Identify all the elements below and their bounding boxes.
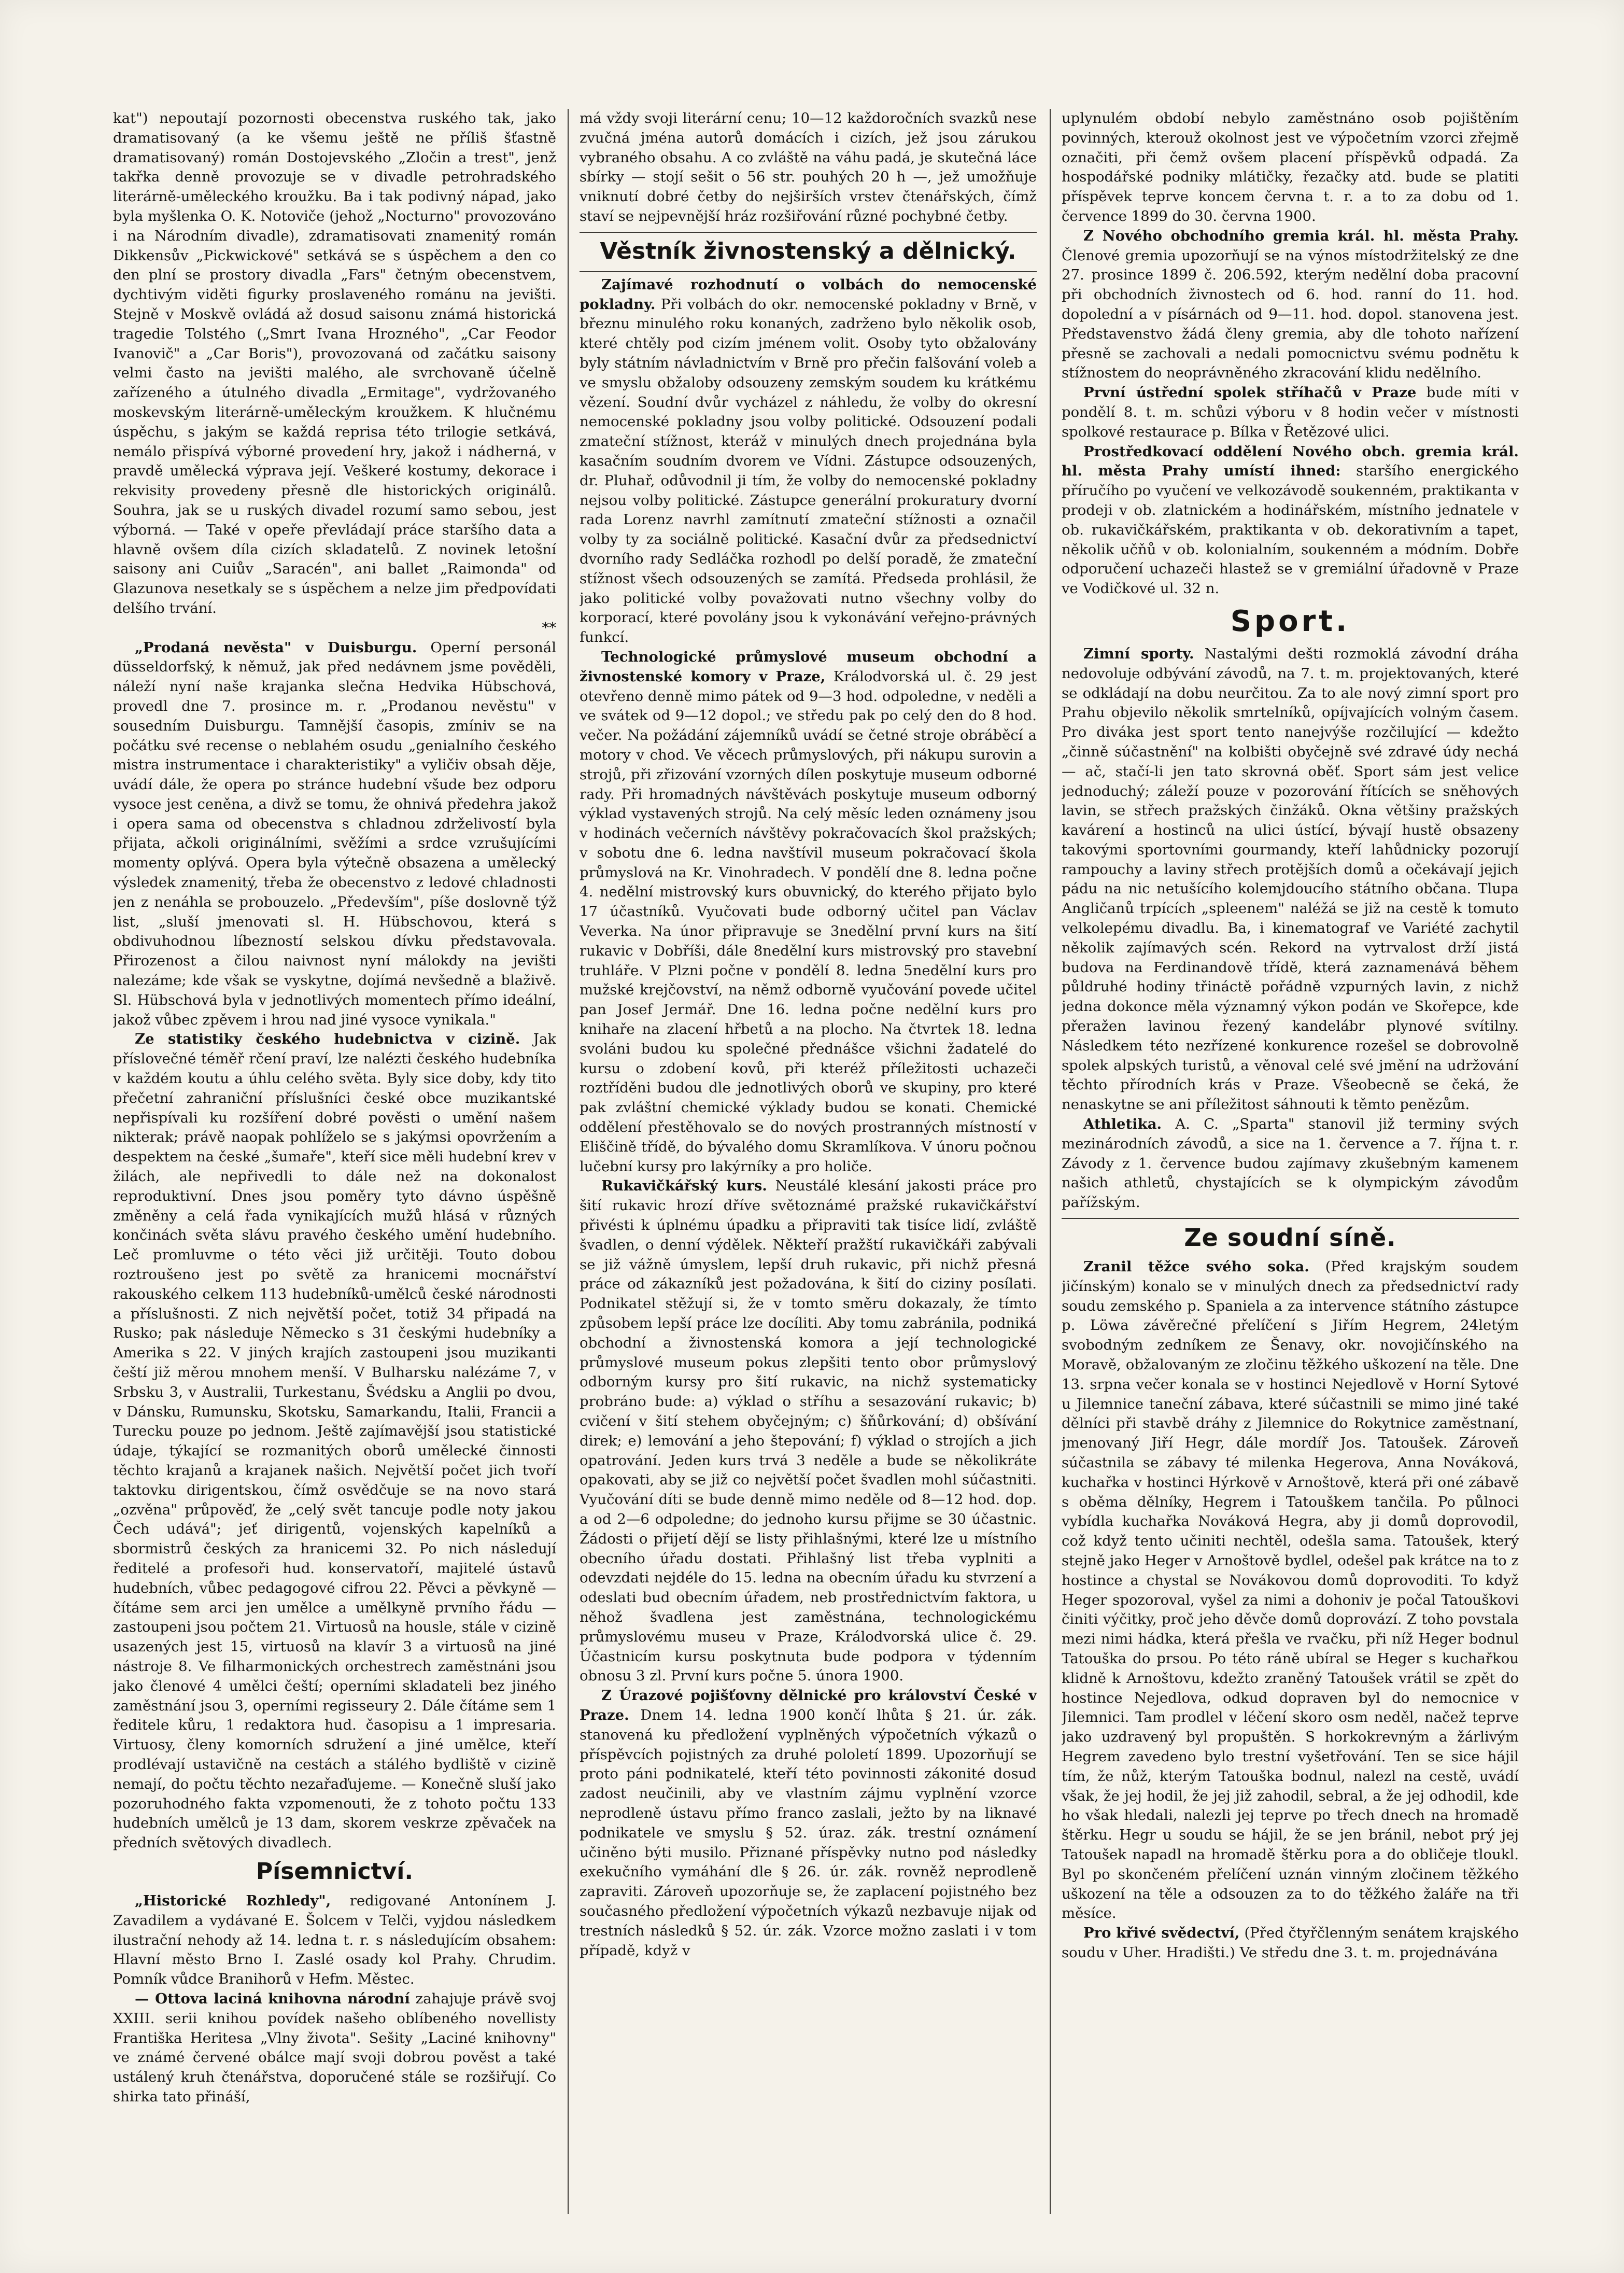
article-body: Králodvorská ul. č. 29 jest otevřeno denně mimo pátek od 9—3 hod. odpoledne, v neděli a ve svátek od 9—12 dopol.; ve středu pak po celý den do 8 hod. večer. Na požádání zájemníků uvádí se četné stroje obráběcí a motory v chod. Ve věcech průmyslových, při nákupu surovin a strojů, při zřizování vzorných dílen poskytuje museum odborné rady. Při hromadných návštěvách poskytuje museum odborný výklad vystavených strojů. Na celý měsíc leden oznámeny jsou v hodinách večerních návštěvy pokračovacích škol pražských; v sobotu dne 6. ledna navštívil museum pokračovací škola průmyslová na Kr. Vinohradech. V pondělí dne 8. ledna počne 4. nedělní mistrovský kurs obuvnický, do kterého přijato bylo 17 účastníků. Vyučovati bude odborný učitel pan Václav Veverka. Na únor připravuje se 3nedělní první kurs na šití rukavic v Dobříši, dále 8nedělní kurs mistrovský pro stavební truhláře. V Plzni počne v pondělí 8. ledna 5nedělní kurs pro mužské krejčovství, na němž odborně vyučování povede učitel pan Josef Jermář. Dne 16. ledna počne nedělní kurs pro knihaře na zlacení hřbetů a na plocho. Na čtvrtek 18. ledna svoláni budou ku společné přednášce všichni žadatelé do kursu o zdobení kovů, při kteréž příležitosti uchazeči roztříděni budou dle jednotlivých oborů ve skupiny, pro které pak zvláštní chemické výklady budou se konati. Chemické oddělení přestěhovalo se do nových prostranných místností v Eliščině třídě, do bývalého domu Skramlíkova. V únoru počnou lučební kursy pro lakýrníky a pro holiče. xyxy=(580,668,1037,1175)
section-divider xyxy=(1062,1218,1519,1219)
article-paragraph xyxy=(1062,1257,1519,1924)
article-lead: Zimní sporty. xyxy=(1083,645,1194,662)
article-paragraph xyxy=(113,1989,556,2107)
article-paragraph xyxy=(1062,227,1519,383)
article-lead: První ústřední spolek stříhačů v Praze xyxy=(1083,384,1417,401)
column-left xyxy=(113,109,556,2214)
article-paragraph: uplynulém období nebylo zaměstnáno osob pojištěním povinných, kterouž okolnost jest ve výpočetním vzorci zřejmě označiti, při čemž ovšem placení příspěvků odpadá. Za hospodářské podniky mlátičky, řezačky atd. bude se platiti příspěvek teprve koncem června t. r. a to za dobu od 1. července 1899 do 30. června 1900. xyxy=(1062,110,1519,225)
section-divider xyxy=(580,271,1037,272)
article-body: (Před krajským soudem jičínským) konalo se v minulých dnech za předsednictví rady soudu zemského p. Spaniela a za intervence státního zástupce p. Löwa závěrečné přelíčení s Jiřím Hegrem, 24letým svobodným zedníkem ze Šenavy, okr. novojičínského na Moravě, obžalovaným ze zločinu těžkého uškození na těle. Dne 13. srpna večer konala se v hostinci Nejedlově v Horní Sytové u Jilemnice taneční zábava, které súčastnili se mimo jiné také dělníci při stavbě dráhy z Jilemnice do Rokytnice zaměstnaní, jmenovaný Jiří Hegr, dále mordíř Jos. Tatoušek. Zároveň súčastnila se zábavy té milenka Hegerova, Anna Nováková, kuchařka v hostinci Hýrkově v Arnoštově, která při oné zábavě s oběma dělníky, Hegrem i Tatouškem tančila. Po půlnoci vybídla kuchařka Nováková Hegra, aby ji domů doprovodil, což když tento učiniti nechtěl, odešla sama. Tatoušek, který stejně jako Heger v Arnoštově bydlel, odešel pak krátce na to z hostince a chystal se Novákovou domů doprovoditi. To když Heger spozoroval, vyšel za nimi a dohoniv je počal Tatouškovi činiti výčitky, proč jeho děvče domů doprovází. Z toho povstala mezi nimi hádka, která přešla ve rvačku, při níž Heger bodnul Tatouška do prsou. Po této ráně ubíral se Heger s kuchařkou klidně k Arnoštovu, kdežto zraněný Tatoušek vrátil se zpět do hostince Nejedlova, odkud dopraven byl do nemocnice v Jilemnici. Tam prodlel v léčení skoro osm neděl, načež teprve jako uzdravený byl propuštěn. S horkokrevným a žárlivým Hegrem zavedeno bylo trestní vyšetřování. Ten se sice hájil tím, že nůž, kterým Tatouška bodnul, nalezl na cestě, uvádí však, že jej hodil, že jej již zahodil, sebral, a že jej odhodil, kde ho však hledali, nalezli jej teprve po třech dnech na hromadě štěrku. Hegr u soudu se hájil, že se jen bránil, nebot prý jej Tatoušek napadl na hromadě štěrku pora a do obličeje tloukl. Byl po skončeném přelíčení uznán vinným zločinem těžkého uškození na těle a odsouzen za to do těžkého žaláře na tři měsíce. xyxy=(1062,1258,1519,1922)
article-lead: Rukavičkářský kurs. xyxy=(601,1177,767,1195)
article-paragraph xyxy=(580,1686,1037,1960)
article-lead: Technologické průmyslové museum obchodní a živnostenské komory v Praze, xyxy=(580,648,1037,685)
article-paragraph xyxy=(1062,644,1519,1115)
article-lead: Zajímavé rozhodnutí o volbách do nemocenské pokladny. xyxy=(580,276,1037,313)
article-body: (Před čtyřčlenným senátem krajského soudu v Uher. Hradišti.) Ve středu dne 3. t. m. projednávána xyxy=(1062,1925,1519,1961)
article-paragraph xyxy=(580,1176,1037,1686)
article-lead: — Ottova laciná knihovna národní xyxy=(135,1990,410,2007)
article-lead: Athletika. xyxy=(1083,1116,1162,1133)
article-paragraph xyxy=(113,1891,556,1989)
article-paragraph xyxy=(113,638,556,1030)
article-lead: „Prodaná nevěsta" v Duisburgu. xyxy=(135,639,417,656)
newspaper-page xyxy=(113,109,1528,2214)
section-separator: ** xyxy=(542,619,556,636)
article-body: bude míti v pondělí 8. t. m. schůzi výboru v 8 hodin večer v místnosti spolkové restaurace p. Bílka v Řetězové ulici. xyxy=(1062,384,1519,440)
column-middle xyxy=(580,109,1037,2214)
article-body: Při volbách do okr. nemocenské pokladny v Brně, v březnu minulého roku konaných, zadrženo bylo několik osob, které chtěly pod cizím jménem volit. Osoby tyto obžalovány byly státním návladnictvím v Brně pro přečin falšování voleb a ve smyslu obžaloby odsouzeny zemským soudem ku krátkému vězení. Soudní dvůr vycházel z náhledu, že volby do okresní nemocenské pokladny jsou volby politické. Odsouzení podali zmateční stížnost, kteráž v minulých dnech projednána byla kasačním soudním dvorem ve Vídni. Zástupce odsouzených, dr. Pluhař, odůvodnil ji tím, že volby do nemocenské pokladny nejsou volby politické. Zástupce generální prokuratury dvorní rada Lorenz navrhl zamítnutí zmateční stížnosti a označil volby ty za sociálně politické. Kasační dvůr za předsednictví dvorního rady Sedláčka rozhodl po delší poradě, že zmateční stížnost všech odsouzených se zamítá. Předseda prohlásil, že jako politické volby považovati nutno všechny volby do korporací, které povolány jsou k vykonávání veřejno-právných funkcí. xyxy=(580,296,1037,646)
article-body: A. C. „Sparta" stanovil již terminy svých mezinárodních závodů, a sice na 1. července a 7. října t. r. Závody z 1. července budou zajímavy zkušebným kamenem našich athletů, chystajících se k olympickým závodům pařížským. xyxy=(1062,1116,1519,1211)
article-paragraph xyxy=(1062,1924,1519,1963)
article-paragraph: má vždy svoji literární cenu; 10—12 každoročních svazků nese zvučná jména autorů domácích i cizích, jež jsou zárukou vybraného obsahu. A co zvláště na váhu padá, je skutečná láce sbírky — stojí sešit o 56 str. pouhých 20 h —, jež umožňuje vniknutí dobré četby do nejširších vrstev čtenářských, čímž staví se nejpevnější hráz rozšiřování různé pochybné četby. xyxy=(580,110,1037,225)
section-heading-literature: Písemnictví. xyxy=(256,1858,414,1885)
article-paragraph xyxy=(113,1030,556,1853)
article-body: Operní personál düsseldorfský, k němuž, jak před nedávnem jsme pověděli, náleží nyní naše krajanka slečna Hedvika Hübschová, provedl dne 7. prosince m. r. „Prodanou nevěstu" v sousedním Duisburgu. Tamnější časopis, zmíniv se na počátku své recense o neblahém osudu „genialního českého mistra instrumentace i charakteristiky" a vyličiv obsah děje, uvádí dále, že opera po stránce hudební všude bez odporu vysoce jest ceněna, a divž se tomu, že ohnivá předehra jakož i opera sama od obecenstva s chladnou zdrželivostí byla přijata, ačkoli originálními, svěžími a srdce vzrušujícími momenty oplývá. Opera byla výtečně obsazena a umělecký výsledek znamenitý, třeba že obecenstvo z ledové chladnosti jen z nenáhla se probouzelo. „Především", píše doslovně týž list, „sluší jmenovati sl. H. Hübschovou, která s obdivuhodnou líbezností selskou dívku představovala. Přirozenost a čilou naivnost nyní málokdy na jevišti nalezáme; kde však se vyskytne, dojímá nevšedně a blaživě. Sl. Hübschová byla v jednotlivých momentech přímo ideální, jakož vůbec zpěvem i hrou nad jiné vysoce vynikala." xyxy=(113,639,556,1028)
article-body: zahajuje právě svoj XXIII. serii knihou povídek našeho oblíbeného novellisty Františka Heritesa „Vlny života". Sešity „Laciné knihovny" ve známé červené obálce mají svoji dobrou pověst a také ustálený kruh čtenářstva, doporučené stále se rozšiřují. Co shirka tato přináší, xyxy=(113,1990,556,2105)
article-paragraph xyxy=(580,648,1037,1177)
section-heading-sport: Sport. xyxy=(1230,604,1350,638)
article-lead: Prostředkovací oddělení Nového obch. gremia král. hl. města Prahy umístí ihned: xyxy=(1062,443,1519,480)
article-body: Jak příslovečné téměř rčení praví, lze nalézti českého hudebníka v každém koutu a úhlu celého světa. Byly sice doby, kdy tito přečetní zahraniční příslušníci české obce muzikantské nepřispívali ku rozšíření dobré pověsti o umění našem nikterak; právě naopak pohlíželo se s jakýmsi opovržením a despektem na české „šumaře", kteří sice měli hudební krev v žilách, ale nepřivedli to dále než na dokonalost reproduktivní. Dnes jsou poměry tyto dávno úspěšně změněny a celá řada vynikajících mužů hlásá v různých končinách světa slávu pravého českého umění hudebního. Leč promluvme o této věci již určitěji. Touto dobou roztroušeno jest po světě za hranicemi mocnářství rakouského celkem 113 hudebníků-umělců české národnosti a příslušnosti. Z nich největší počet, totiž 34 připadá na Rusko; pak následuje Německo s 31 českými hudebníky a Amerika s 22. V jiných krajích zastoupeni jsou muzikanti čeští již měrou mnohem menší. V Bulharsku nalézáme 7, v Srbsku 3, v Australii, Turkestanu, Švédsku a Anglii po dvou, v Dánsku, Rumunsku, Skotsku, Samarkandu, Italii, Francii a Turecku pouze po jednom. Ještě zajímavější jsou statistické údaje, týkající se rozmanitých oborů umělecké činnosti těchto krajanů a krajanek našich. Největší počet jich tvoří taktovku dirigentskou, čímž osvědčuje se na novo stará „ozvěna" průpověď, že „celý svět tancuje podle noty jakou Čech udává"; jeť dirigentů, vojenských kapelníků a sbormistrů českých za hranicemi 32. Po nich následují ředitelé a profesoři hud. konservatoří, majitelé ústavů hudebních, vůbec pedagogové cifrou 22. Pěvci a pěvkyně — čítáme sem arci jen umělce a umělkyně prvního řádu — zastoupeni jsou počtem 21. Virtuosů na housle, stále v cizině usazených jest 15, virtuosů na klavír 3 a virtuosů na jiné nástroje 8. Ve filharmonických orchestrech zaměstnáni jsou jako členové 4 umělci čeští; operními skladateli bez jiného zaměstnání jsou 3, operními regisseury 2. Dále čítáme sem 1 ředitele kůru, 1 redaktora hud. časopisu a 1 impresaria. Virtuosy, členy komorních sdružení a jiné umělce, kteří prodlévají ustavičně na cestách a stálého bydliště v cizině nemají, do počtu těchto nezařaďujeme. — Konečně sluší jako pozoruhodného fakta vzpomenouti, že z tohoto počtu 133 hudebních umělců je 13 dam, skorem veskrze zpěvaček na předních světových divadlech. xyxy=(113,1031,556,1851)
article-lead: Zranil těžce svého soka. xyxy=(1083,1258,1309,1275)
article-lead: Pro křivé svědectví, xyxy=(1083,1925,1240,1942)
column-right xyxy=(1062,109,1519,2214)
article-body: Neustálé klesání jakosti práce pro šití rukavic hrozí dříve světoznámé pražské rukavičkářství přivésti k úplnému úpadku a připraviti tak tisíce lidí, zvláště švadlen, o denní výdělek. Někteří pražští rukavičkáři zabývali se již vážně úmyslem, lepší druh rukavic, při nichž přesná práce od zákazníků jest požadována, k šití do ciziny posílati. Podnikatel stěžují si, že v tomto směru dokazaly, že tímto způsobem lepší práce lze docíliti. Aby tomu zabránila, podniká obchodní a živnostenská komora a její technologické průmyslové museum pokus zlepšiti tento obor průmyslový odborným kursy pro šití rukavic, na nichž systematicky probráno bude: a) výklad o stříhu a sesazování rukavic; b) cvičení v šití stehem obyčejným; c) šňůrkování; d) obšívání direk; e) lemování a jeho štepování; f) výklad o strojích a jich opatrování. Jeden kurs trvá 3 neděle a bude se několikráte opakovati, aby se již co největší počet švadlen mohl súčastniti. Vyučování díti se bude denně mimo neděle od 8—12 hod. dop. a od 2—6 odpoledne; do jednoho kursu přijme se 30 účastnic. Žádosti o přijetí dějí se listy přihlašnými, které lze u místního obecního úřadu dostati. Přihlašný list třeba vyplniti a odevzdati nejdéle do 15. ledna na obecním úřadu ku stvrzení a odeslati bud obecním úřadem, neb prostřednictvím faktora, u něhož švadlena jest zaměstnána, technologickému průmyslovému museu v Praze, Králodvorská ulice č. 29. Účastnicím kursu poskytnuta bude podpora v týdenním obnosu 3 zl. První kurs počne 5. února 1900. xyxy=(580,1177,1037,1685)
article-body: Nastalými dešti rozmoklá závodní dráha nedovoluje odbývání závodů, na 7. t. m. projektovaných, které se odkládají na dobu neurčitou. Za to ale nový zimní sport pro Prahu objevilo několik smrtelníků, opíjvajících volným časem. Pro diváka jest sport tento nanejvýše rozčilující — kdežto „činně súčastnění" na kolbišti obyčejně své zdravé údy nechá — ač, stačí-li jen tato skrovná oběť. Sport sám jest velice jednoduchý; záleží pouze v pozorování řítících se sněhových lavin, se střech pražských činžáků. Okna většiny pražských kavárení a hostinců na ulici ústící, bývají hustě obsazeny takovými sportovními gourmandy, kteří lahůdnicky pozorují rampouchy a laviny střech protějších domů a očekávají jejich pádu na nic netušícího kolemjdoucího státního občana. Tlupa Angličanů trpících „spleenem" naléžá se již na cestě k tomuto velkolepému divadlu. Ba, i kinematograf ve Variété zachytil několik zajímavých scén. Rekord na vytrvalost drží jistá budova na Ferdinandově třídě, která zaznamenává během půldruhé hodiny třináctě pořádně vzpurných lavin, z nichž jedna dokonce měla významný výkon podán ve Skořepce, kde přeražen lavinou řezený kandelábr plynové svítilny. Následkem této nezřízené konkurence rozešel se dobrovolně spolek alpských turistů, a věnoval celé své jmění na udržování těchto přírodních krás v Praze. Všeobecně se čeká, že nenaskytne se ani příležitost sáhnouti k těmto penězům. xyxy=(1062,645,1519,1113)
article-lead: „Historické Rozhledy", xyxy=(135,1892,331,1909)
column-rule xyxy=(568,109,569,2214)
section-heading-court: Ze soudní síně. xyxy=(1184,1224,1396,1252)
article-paragraph: kat") nepoutají pozornosti obecenstva ruského tak, jako dramatisovaný (a ke všemu ještě ne příliš šťastně dramatisovaný) román Dostojevského „Zločin a trest", jenž takřka denně provozuje se v divadle petrohradského literárně-uměleckého kroužku. Ba i tak podivný nápad, jako byla myšlenka O. K. Notoviče (jehož „Nocturno" provozováno i na Národním divadle), zdramatisovati znamenitý román Dikkensův „Pickwickové" setkává se s úspěchem a den co den plní se prostory divadla „Fars" četným obecenstvem, dychtivým viděti figurky proslaveného románu na jevišti. Stejně v Moskvě ovládá až dosud saisonu známá historická tragedie Tolstého („Smrt Ivana Hrozného", „Car Feodor Ivanovič" a „Car Boris"), provozovaná od začátku saisony velmi často na jevišti malého, ale svrchovaně účelně zařízeného a útulného divadla „Ermitage", vydržovaného moskevským literárně-uměleckým kroužkem. K hlučnému úspěchu, s jakým se každá reprisa této trilogie setkává, nemálo přispívá výborné provedení hry, jakož i nádherná, v pravdě umělecká výprava její. Veškeré kostumy, dekorace i rekvisity provedeny přesně dle historických originálů. Souhra, jak se u ruských divadel rozumí samo sebou, jest výborná. — Také v opeře převládají práce staršího data a hlavně ovšem díla cizích skladatelů. Z novinek letošní saisony ani Cuiův „Saracén", ani ballet „Raimonda" od Glazunova nesetkaly se s úspěchem a nelze jim předpovídati delšího trvání. xyxy=(113,110,556,616)
column-rule xyxy=(1050,109,1051,2214)
article-body: redigované Antonínem J. Zavadilem a vydávané E. Šolcem v Telči, vyjdou následkem ilustrační nehody až 14. ledna t. r. s následujícím obsahem: Hlavní město Brno I. Zaslé osady kol Prahy. Chrudim. Pomník vůdce Branihorů v Hefm. Městec. xyxy=(113,1892,556,1988)
section-heading-trade-labour: Věstník živnostenský a dělnický. xyxy=(600,237,1016,264)
article-lead: Ze statistiky českého hudebnictva v cizině. xyxy=(135,1031,520,1048)
article-paragraph xyxy=(580,275,1037,648)
article-paragraph xyxy=(1062,442,1519,599)
article-paragraph xyxy=(1062,1115,1519,1213)
article-paragraph xyxy=(1062,383,1519,442)
article-body: Dnem 14. ledna 1900 končí lhůta § 21. úr. zák. stanovená ku předložení vyplněných výpočetních výkazů o příspěvcích pojistných za druhé pololetí 1899. Upozorňují se proto páni podnikatelé, kteří této povinnosti zákonité dosud zadost neučinili, aby ve vlastním zájmu vyplnění vzorce neprodleně ústavu přímo franco zaslali, ježto by na liknavé podnikatele ve smyslu § 52. úraz. zák. trestní oznámení učiněno býti musilo. Přiznané příspěvky nutno pod následky exekučního vymáhání dle § 26. úr. zák. rovněž neprodleně zapraviti. Zároveň upozorňuje se, že zaplacení pojistného bez současného předložení výpočetních výkazů nezbavuje nijak od trestních následků § 52. úr. zák. Vzorce možno zaslati i v tom případě, když v xyxy=(580,1706,1037,1959)
section-divider xyxy=(580,232,1037,233)
article-lead: Z Nového obchodního gremia král. hl. města Prahy. xyxy=(1083,227,1519,244)
article-body: Členové gremia upozorňují se na výnos místodržitelský ze dne 27. prosince 1899 č. 206.592, kterým nedělní doba pracovní při obchodních živnostech od 6. hod. ranní do 11. hod. dopolední a v písárnách od 9—11. hod. dopol. stanovena jest. Představenstvo žádá členy gremia, aby dle tohoto nařízení přesně se zachovali a nedali pomocnictvu svému podnětu k stížnostem do neoprávněného zkracování klidu nedělního. xyxy=(1062,247,1519,382)
article-body: staršího energického příručího po vyučení ve velkozávodě soukenném, praktikanta v prodeji v ob. zlatnickém a hodinářském, místního jednatele v ob. rukavičkářském, praktikanta v ob. dekorativním a tapet, několik učňů v ob. kolonialním, soukenném a módním. Dobře odporučení uchazeči hlastež se v gremiální úřadovně v Praze ve Vodičkové ul. 32 n. xyxy=(1062,462,1519,597)
article-lead: Z Úrazové pojišťovny dělnické pro království České v Praze. xyxy=(580,1687,1037,1723)
